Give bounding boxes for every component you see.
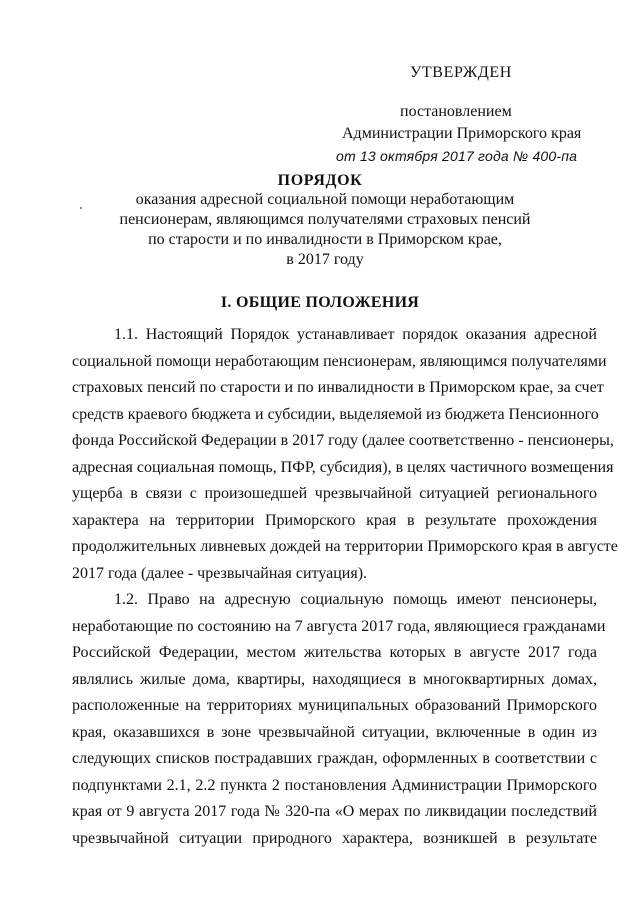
text-line: фонда Российской Федерации в 2017 году (далее соответственно - пенсионеры, <box>72 432 614 449</box>
text-line: продолжительных ливневых дождей на территории Приморского края в августе <box>72 538 618 555</box>
paragraph-1-2 <box>72 587 606 852</box>
document-title: ПОРЯДОК <box>277 172 363 189</box>
text-line: чрезвычайной ситуации природного характера, возникшей в результате <box>72 829 597 847</box>
text-line: 1.1. Настоящий Порядок устанавливает порядок оказания адресной <box>114 326 597 343</box>
text-line: адресная социальная помощь, ПФР, субсидия), в целях частичного возмещения <box>72 458 614 476</box>
subtitle-line: пенсионерам, являющимся получателями страховых пенсий <box>119 211 531 228</box>
resolution-date-number: от 13 октября 2017 года № 400-па <box>336 148 578 164</box>
subtitle-line: в 2017 году <box>286 251 364 268</box>
text-line: подпунктами 2.1, 2.2 пункта 2 постановления Администрации Приморского <box>72 776 597 794</box>
text-line: неработающие по состоянию на 7 августа 2017 года, являющиеся гражданами <box>72 617 606 635</box>
approval-stamp <box>330 62 590 167</box>
approved-label: УТВЕРЖДЕН <box>410 64 512 81</box>
document-body <box>72 322 618 852</box>
document-subtitle <box>60 190 590 270</box>
text-line: средств краевого бюджета и субсидии, выделяемой из бюджета Пенсионного <box>72 405 599 423</box>
text-line: края, оказавшихся в зоне чрезвычайной ситуации, включенные в один из <box>72 723 597 741</box>
text-line: характера на территории Приморского края в результате прохождения <box>72 511 597 529</box>
text-line: следующих списков пострадавших граждан, оформленных в соответствии с <box>72 750 597 767</box>
text-line: страховых пенсий по старости и по инвалидности в Приморском крае, за счет <box>72 379 604 396</box>
paragraph-1-1 <box>72 322 618 587</box>
text-line: расположенные на территориях муниципальных образований Приморского <box>72 697 597 714</box>
text-line: 2017 года (далее - чрезвычайная ситуация). <box>72 564 368 582</box>
text-line: ущерба в связи с произошедшей чрезвычайной ситуацией регионального <box>72 485 597 502</box>
text-line: Российской Федерации, местом жительства которых в августе 2017 года <box>72 644 597 661</box>
administration-label: Администрации Приморского края <box>342 125 582 142</box>
text-line: являлись жилые дома, квартиры, находящиеся в многоквартирных домах, <box>72 670 597 688</box>
subtitle-line: оказания адресной социальной помощи неработающим <box>135 191 515 208</box>
text-line: социальной помощи неработающим пенсионерам, являющимся получателями <box>72 352 607 370</box>
text-line: края от 9 августа 2017 года № 320-па «О мерах по ликвидации последствий <box>72 803 597 820</box>
resolution-label: постановлением <box>400 103 512 120</box>
text-line: 1.2. Право на адресную социальную помощь имеют пенсионеры, <box>114 591 597 608</box>
subtitle-line: по старости и по инвалидности в Приморском крае, <box>148 231 502 248</box>
section-heading: I. ОБЩИЕ ПОЛОЖЕНИЯ <box>220 294 420 311</box>
